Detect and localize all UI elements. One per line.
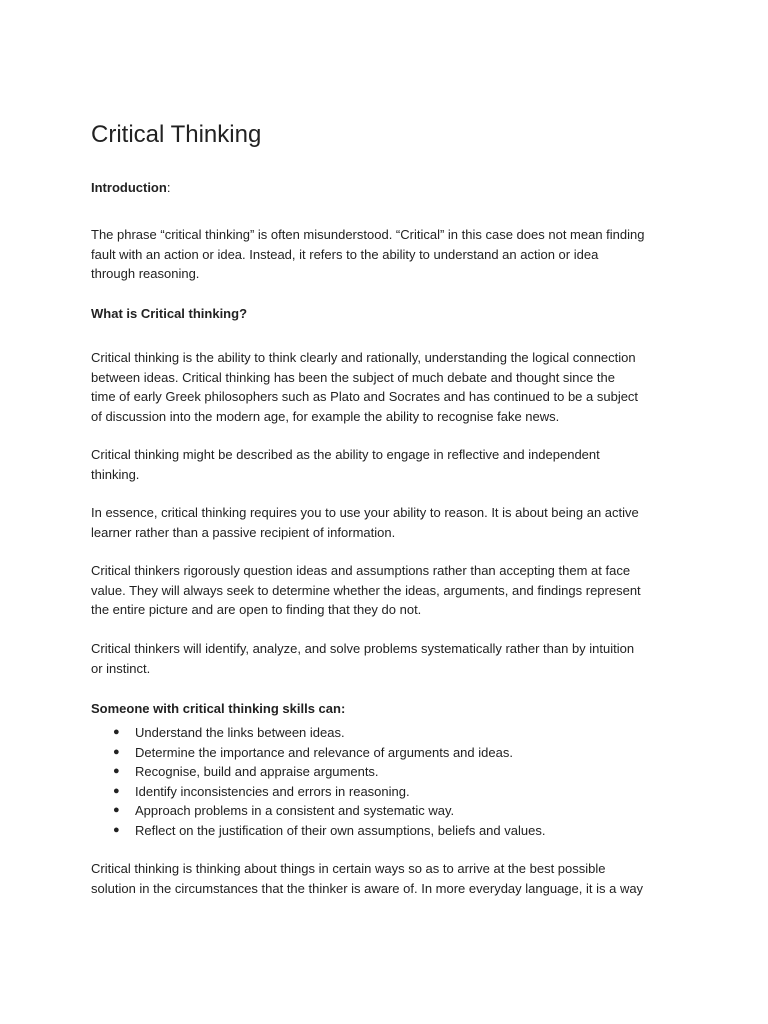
paragraph-line: fault with an action or idea. Instead, it refers to the ability to understand an action or idea: [91, 246, 599, 262]
bullet-icon: ●: [113, 784, 120, 797]
list-item: [91, 801, 545, 821]
essence-paragraph: [91, 503, 691, 542]
paragraph-line: or instinct.: [91, 660, 151, 676]
list-item-text: Determine the importance and relevance of arguments and ideas.: [135, 744, 513, 760]
skills-heading: [91, 699, 345, 719]
what-is-heading: [91, 304, 247, 324]
paragraph-line: In essence, critical thinking requires you to use your ability to reason. It is about being an active: [91, 505, 639, 520]
paragraph-line: of discussion into the modern age, for example the ability to recognise fake news.: [91, 408, 560, 424]
bullet-icon: ●: [113, 745, 120, 758]
list-item-text: Approach problems in a consistent and systematic way.: [135, 803, 455, 818]
list-item-text: Reflect on the justification of their own assumptions, beliefs and values.: [135, 822, 546, 838]
list-item: [91, 762, 545, 782]
bullet-icon: ●: [113, 726, 120, 738]
paragraph-line: through reasoning.: [91, 266, 200, 281]
bullet-icon: ●: [113, 804, 120, 816]
bullet-icon: ●: [113, 823, 120, 836]
paragraph-line: Critical thinking might be described as the ability to engage in reflective and independent: [91, 447, 600, 462]
list-item: [91, 821, 545, 841]
list-item-text: Identify inconsistencies and errors in reasoning.: [135, 783, 410, 799]
introduction-heading: [91, 178, 170, 198]
paragraph-line: Critical thinkers rigorously question ideas and assumptions rather than accepting them at face: [91, 563, 631, 578]
list-item-text: Understand the links between ideas.: [135, 725, 345, 740]
skills-heading-label: Someone with critical thinking skills can:: [91, 701, 346, 716]
bullet-icon: ●: [113, 765, 120, 777]
paragraph-line: Critical thinking is the ability to think clearly and rationally, understanding the logical connection: [91, 350, 636, 365]
list-item: [91, 782, 545, 802]
paragraph-line: The phrase “critical thinking” is often misunderstood. “Critical” in this case does not mean finding: [91, 227, 645, 242]
list-item-text: Recognise, build and appraise arguments.: [135, 764, 379, 779]
list-item: [91, 723, 545, 743]
conclusion-paragraph: [91, 859, 691, 898]
list-item: [91, 743, 545, 763]
paragraph-line: thinking.: [91, 466, 140, 482]
introduction-heading-colon: :: [166, 180, 171, 195]
paragraph-line: the entire picture and are open to finding that they do not.: [91, 602, 422, 617]
questioning-paragraph: [91, 561, 691, 620]
introduction-paragraph: [91, 225, 691, 284]
paragraph-line: value. They will always seek to determine whether the ideas, arguments, and findings represent: [91, 582, 641, 598]
paragraph-line: between ideas. Critical thinking has been the subject of much debate and thought since the: [91, 369, 615, 385]
paragraph-line: solution in the circumstances that the thinker is aware of. In more everyday language, it is a way: [91, 880, 644, 896]
definition-paragraph: [91, 348, 691, 426]
what-is-heading-label: What is Critical thinking?: [91, 306, 248, 321]
problem-solving-paragraph: [91, 639, 691, 678]
reflective-paragraph: [91, 445, 691, 484]
paragraph-line: learner rather than a passive recipient of information.: [91, 524, 396, 540]
introduction-heading-label: Introduction: [91, 180, 167, 195]
paragraph-line: Critical thinkers will identify, analyze, and solve problems systematically rather than by intuition: [91, 641, 635, 656]
paragraph-line: Critical thinking is thinking about things in certain ways so as to arrive at the best possible: [91, 861, 606, 876]
paragraph-line: time of early Greek philosophers such as Plato and Socrates and has continued to be a subject: [91, 389, 639, 404]
document-title: Critical Thinking: [91, 121, 262, 148]
skills-list: [91, 723, 545, 840]
